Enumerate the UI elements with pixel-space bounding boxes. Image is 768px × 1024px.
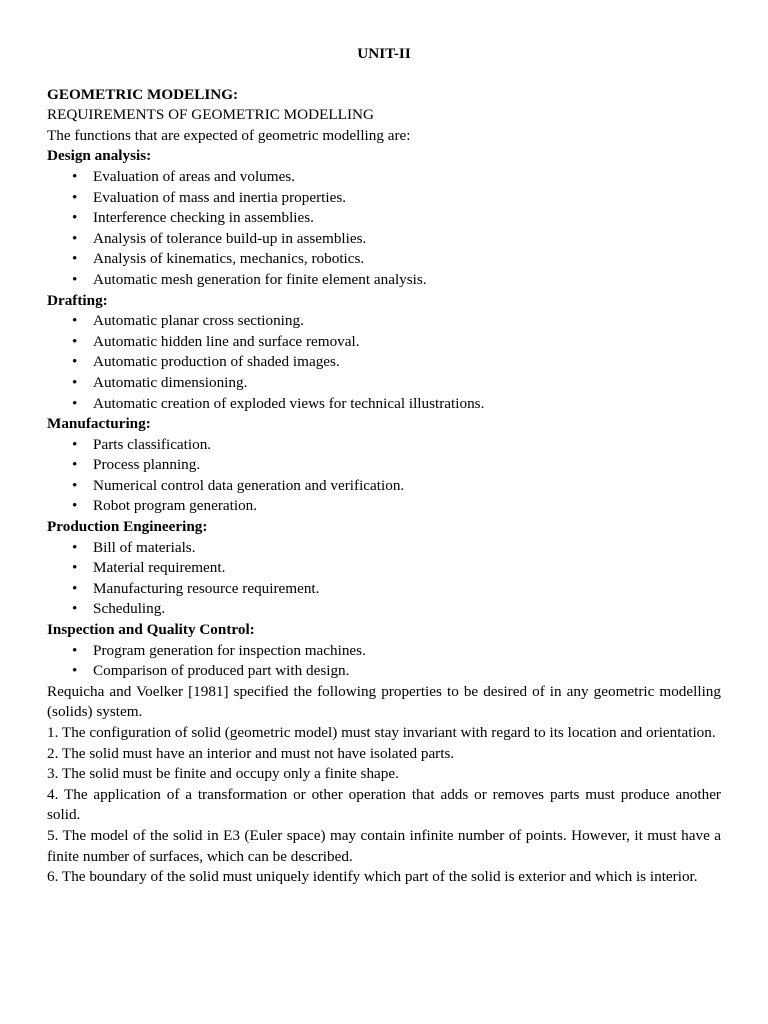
list-item-text: Comparison of produced part with design. [93, 662, 350, 680]
list-item [47, 641, 721, 662]
list-item-text: Manufacturing resource requirement. [93, 579, 320, 597]
list-item-text: Material requirement. [93, 559, 226, 577]
bullet-icon: • [72, 229, 78, 247]
list-item-text: Interference checking in assemblies. [93, 209, 314, 227]
list-item [47, 476, 721, 497]
property-item: 4. The application of a transformation or other operation that adds or removes parts must produce another solid. [47, 785, 721, 824]
document-body [47, 44, 721, 888]
bullet-icon: • [72, 250, 78, 268]
list-item [47, 661, 721, 682]
bullet-icon: • [72, 435, 78, 453]
list-item [47, 311, 721, 332]
bullet-icon: • [72, 476, 78, 494]
bullet-icon: • [72, 209, 78, 227]
section-title: Inspection and Quality Control: [47, 621, 255, 639]
list-item-text: Scheduling. [93, 600, 166, 618]
property-item: 6. The boundary of the solid must uniquely identify which part of the solid is exterior and which is interior. [47, 868, 698, 886]
list-item [47, 373, 721, 394]
bullet-list [47, 641, 721, 682]
list-item-text: Automatic dimensioning. [93, 373, 248, 391]
list-item [47, 394, 721, 415]
list-item [47, 558, 721, 579]
property-item: 5. The model of the solid in E3 (Euler space) may contain infinite number of points. However, it must have a finite number of surfaces, which can be described. [47, 826, 721, 865]
list-item [47, 270, 721, 291]
property-item: 3. The solid must be finite and occupy only a finite shape. [47, 765, 399, 783]
list-item-text: Program generation for inspection machines. [93, 641, 366, 659]
bullet-icon: • [72, 270, 78, 288]
property-item: 1. The configuration of solid (geometric model) must stay invariant with regard to its location and orientation. [47, 724, 716, 741]
list-item [47, 455, 721, 476]
list-item-text: Analysis of kinematics, mechanics, robotics. [93, 250, 365, 268]
bullet-list [47, 167, 721, 291]
list-item-text: Bill of materials. [93, 538, 196, 556]
list-item [47, 538, 721, 559]
list-item [47, 579, 721, 600]
list-item [47, 188, 721, 209]
list-item-text: Numerical control data generation and verification. [93, 476, 405, 494]
bullet-list [47, 311, 721, 414]
list-item-text: Evaluation of areas and volumes. [93, 167, 296, 185]
section-title: Design analysis: [47, 147, 152, 165]
list-item-text: Parts classification. [93, 435, 212, 453]
list-item-text: Evaluation of mass and inertia properties. [93, 188, 347, 206]
bullet-list [47, 538, 721, 620]
unit-title: UNIT-II [357, 45, 411, 62]
list-item-text: Automatic creation of exploded views for technical illustrations. [93, 394, 485, 412]
bullet-icon: • [72, 167, 78, 185]
section-title: Manufacturing: [47, 415, 151, 433]
intro-text: The functions that are expected of geometric modelling are: [47, 126, 411, 144]
list-item-text: Automatic mesh generation for finite element analysis. [93, 270, 427, 288]
main-heading: GEOMETRIC MODELING: [47, 85, 239, 103]
property-item: 2. The solid must have an interior and must not have isolated parts. [47, 744, 455, 762]
bullet-icon: • [72, 394, 78, 412]
section-title: Production Engineering: [47, 518, 208, 536]
bullet-icon: • [72, 332, 78, 350]
bullet-icon: • [72, 497, 78, 515]
list-item [47, 435, 721, 456]
bullet-icon: • [72, 641, 78, 659]
list-item [47, 599, 721, 620]
requicha-paragraph: Requicha and Voelker [1981] specified the following properties to be desired of in any geometric modelling (solids) system. [47, 682, 721, 721]
list-item [47, 167, 721, 188]
section-title: Drafting: [47, 291, 108, 309]
list-item [47, 229, 721, 250]
list-item-text: Automatic planar cross sectioning. [93, 312, 304, 330]
bullet-icon: • [72, 373, 78, 391]
list-item [47, 496, 721, 517]
list-item [47, 332, 721, 353]
bullet-icon: • [72, 600, 78, 618]
bullet-list [47, 435, 721, 517]
list-item-text: Analysis of tolerance build-up in assemblies. [93, 229, 367, 247]
list-item-text: Automatic production of shaded images. [93, 353, 340, 371]
list-item-text: Automatic hidden line and surface removal. [93, 332, 360, 350]
list-item-text: Process planning. [93, 456, 201, 474]
bullet-icon: • [72, 559, 78, 577]
bullet-icon: • [72, 353, 78, 371]
bullet-icon: • [72, 188, 78, 206]
bullet-icon: • [72, 456, 78, 474]
list-item-text: Robot program generation. [93, 497, 258, 515]
function-sections [47, 146, 721, 681]
list-item [47, 208, 721, 229]
bullet-icon: • [72, 538, 78, 556]
sub-heading: REQUIREMENTS OF GEOMETRIC MODELLING [47, 106, 374, 124]
bullet-icon: • [72, 312, 78, 330]
list-item [47, 249, 721, 270]
list-item [47, 352, 721, 373]
properties-list [47, 723, 721, 888]
bullet-icon: • [72, 662, 78, 680]
bullet-icon: • [72, 579, 78, 597]
